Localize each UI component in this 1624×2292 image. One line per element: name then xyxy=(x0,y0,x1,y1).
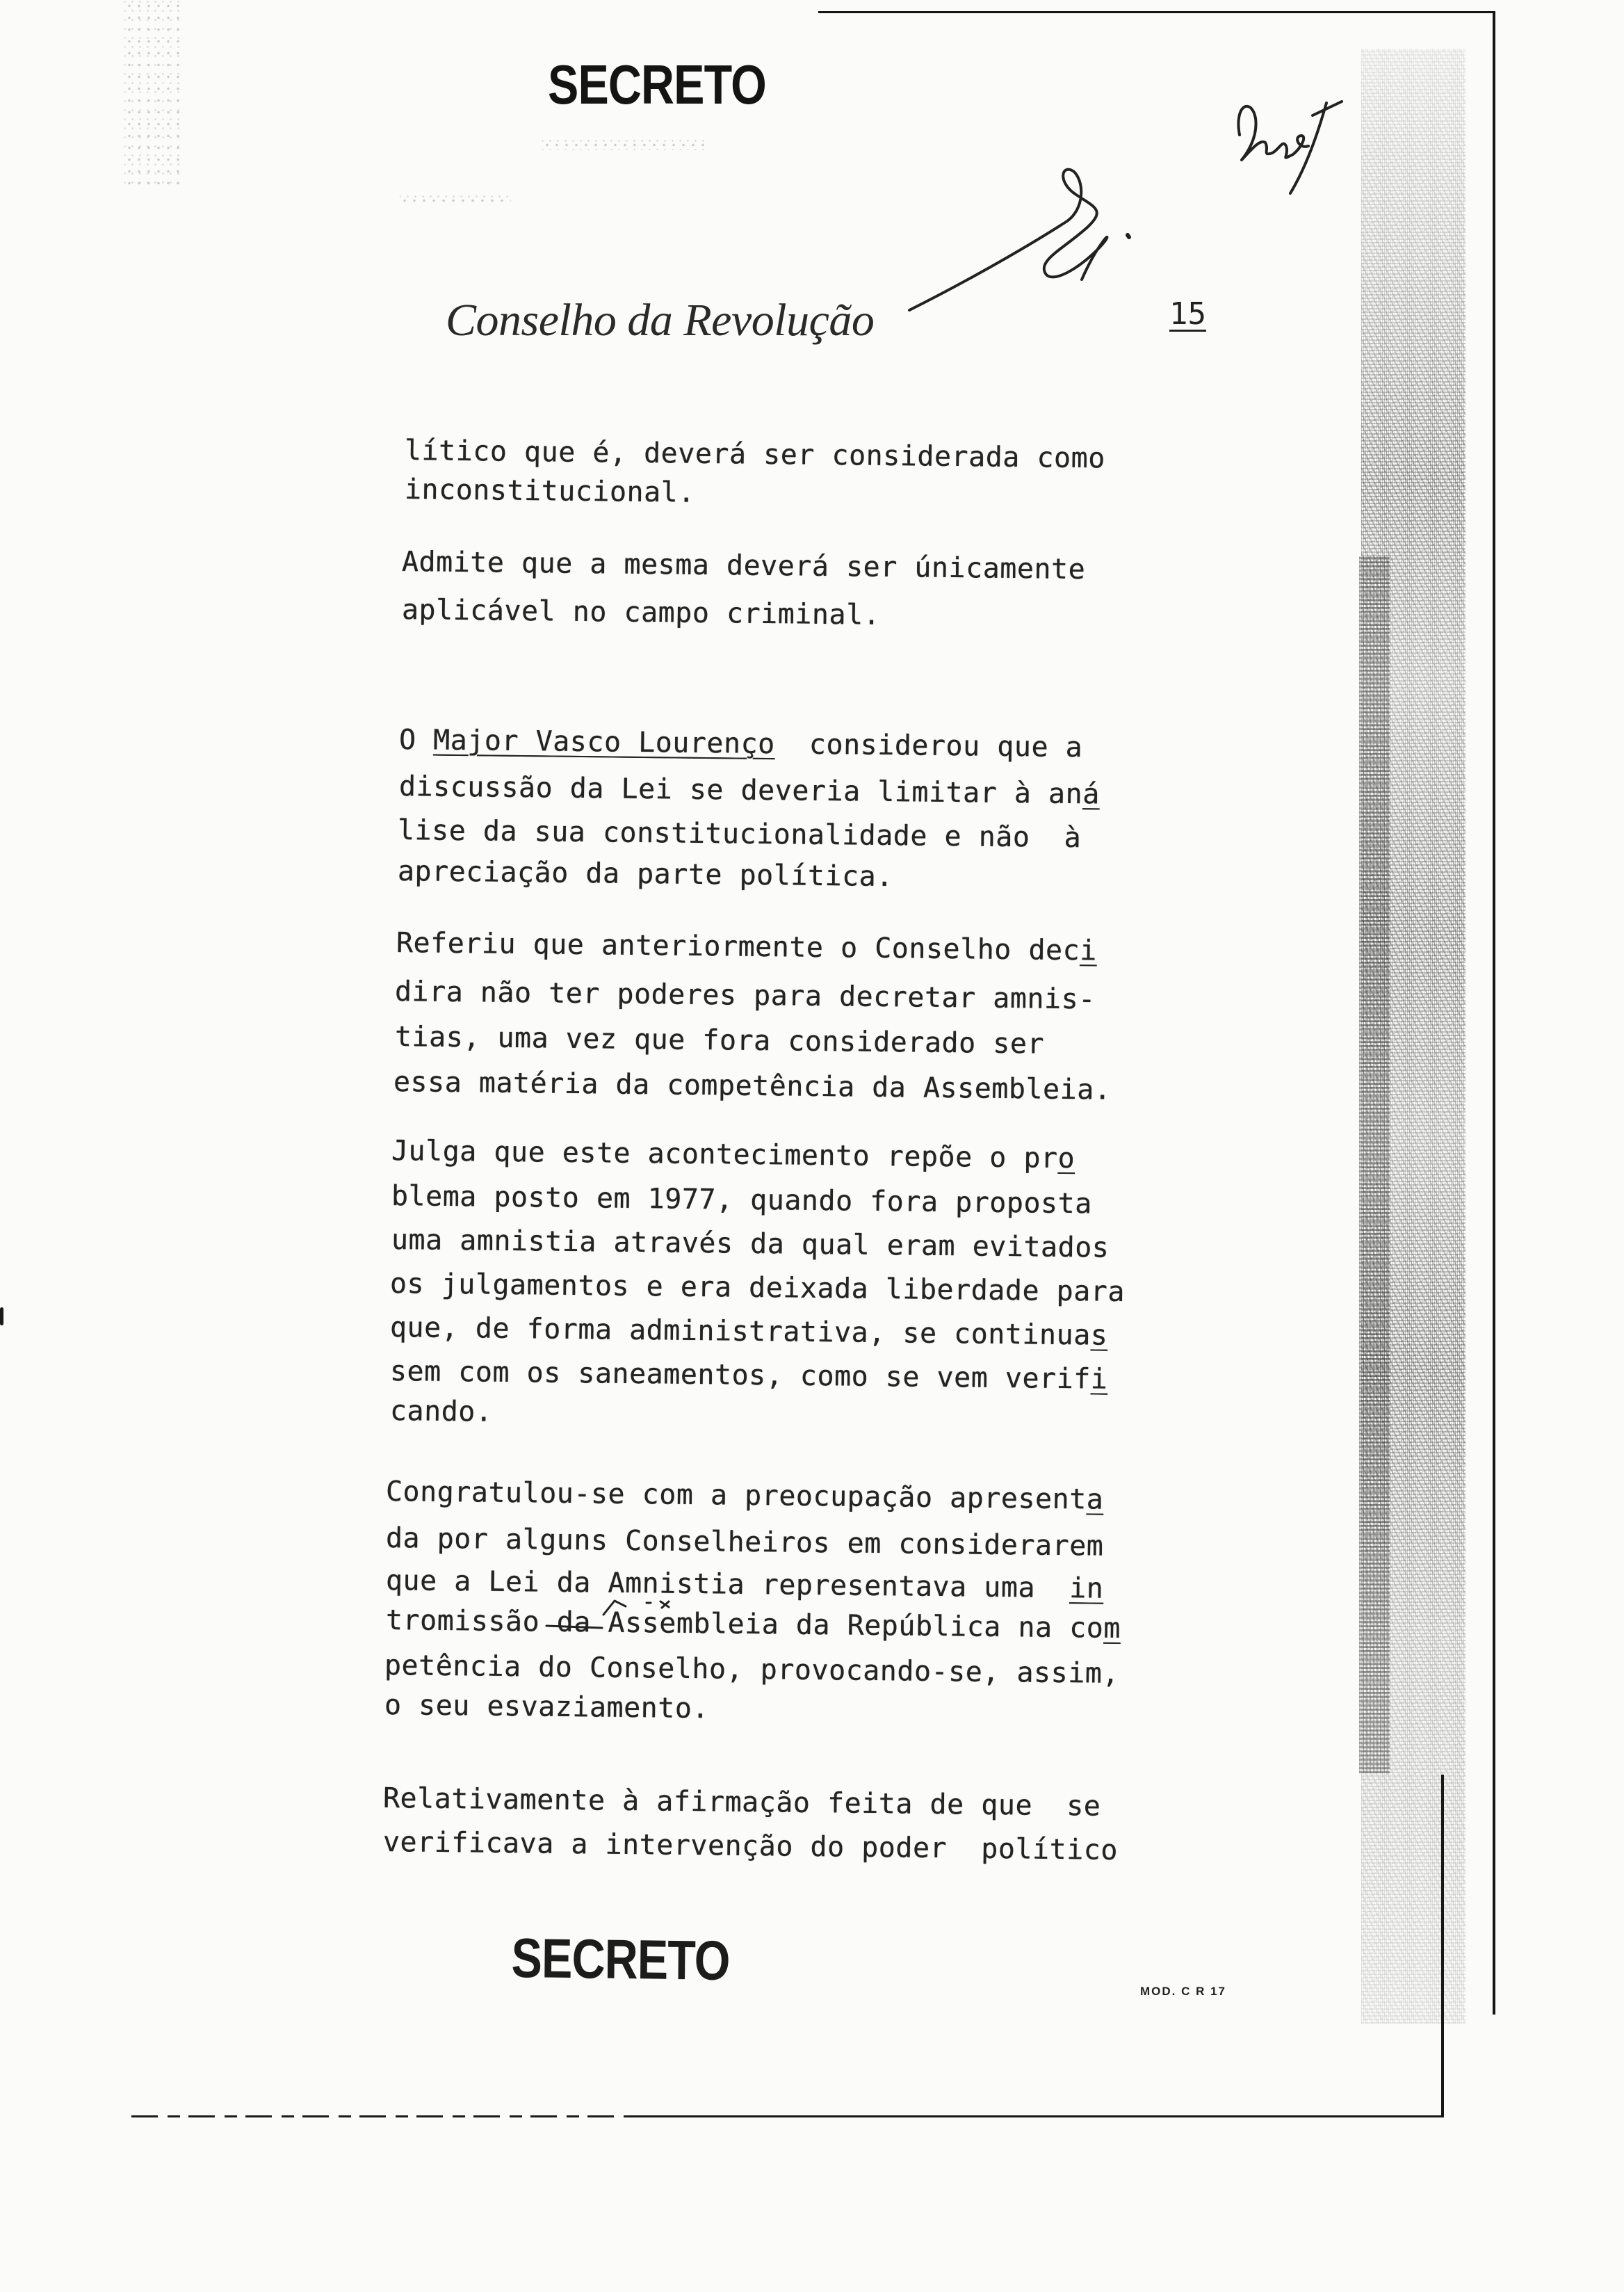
line-text: Referiu que anteriormente o Conselho dec xyxy=(396,927,1080,967)
hyphenation-mark: o xyxy=(1057,1142,1075,1175)
text-line xyxy=(390,1314,1108,1350)
line-text: os julgamentos e era deixada liberdade para xyxy=(389,1268,1126,1308)
line-text: tromissão da Assembleia da República na co xyxy=(385,1604,1104,1645)
secret-stamp-bottom: SECRETO xyxy=(511,1927,730,1992)
line-text: sem com os saneamentos, como se vem verif xyxy=(389,1355,1091,1396)
page-border-top xyxy=(818,11,1495,13)
text-line xyxy=(383,1828,1118,1864)
line-text: cando. xyxy=(389,1395,493,1428)
text-line xyxy=(402,596,881,629)
text-line xyxy=(386,1567,1104,1603)
page-border-right xyxy=(1493,12,1495,2015)
line-text: lítico que é, deverá ser considerada como xyxy=(404,435,1106,475)
text-line xyxy=(384,1689,710,1725)
text-line xyxy=(395,1023,1045,1058)
line-text: Julga que este acontecimento repõe o pr xyxy=(391,1135,1058,1175)
text-line xyxy=(384,1649,1120,1690)
secret-stamp-top: SECRETO xyxy=(548,54,766,115)
hyphenation-mark: in xyxy=(1069,1572,1104,1605)
hyphenation-mark: i xyxy=(1079,935,1098,967)
text-line xyxy=(394,976,1096,1016)
text-line xyxy=(386,1478,1104,1514)
scan-speckles xyxy=(400,195,511,204)
page-border-right-inner xyxy=(1441,1775,1444,2117)
hyphenation-mark: a xyxy=(1086,1483,1104,1516)
line-text: O xyxy=(398,724,434,757)
text-line xyxy=(390,1270,1125,1306)
page-number: 15 xyxy=(1169,296,1206,332)
line-text: apreciação da parte política. xyxy=(397,855,894,894)
line-text: inconstitucional. xyxy=(404,474,696,509)
text-line xyxy=(391,1226,1110,1262)
underlined-name: Major Vasco Lourenço xyxy=(432,724,776,761)
hyphenation-mark: m xyxy=(1103,1612,1121,1645)
line-text: petência do Conselho, provocando-se, assim, xyxy=(384,1649,1120,1690)
line-text: tias, uma vez que fora considerado ser xyxy=(394,1021,1045,1060)
text-line xyxy=(385,1522,1104,1563)
scan-edge-dark-band xyxy=(1359,556,1390,1773)
handwritten-dot xyxy=(1128,235,1129,237)
line-text: blema posto em 1977, quando fora proposta xyxy=(391,1180,1093,1220)
text-line xyxy=(398,724,1083,764)
scan-speckles xyxy=(124,0,183,190)
line-text: aplicável no campo criminal. xyxy=(401,594,881,631)
text-line xyxy=(391,1135,1075,1175)
text-line xyxy=(397,855,894,894)
line-text: que a Lei da Amnistia representava uma xyxy=(385,1565,1070,1605)
text-line xyxy=(405,476,695,507)
text-line xyxy=(383,1784,1101,1821)
text-line xyxy=(393,1068,1112,1104)
line-text: Admite que a mesma deverá ser únicamente xyxy=(401,546,1086,586)
hyphenation-mark: i xyxy=(1090,1363,1108,1396)
line-text: que, de forma administrativa, se continua xyxy=(389,1312,1091,1352)
page-border-bottom xyxy=(629,2115,1444,2117)
text-line xyxy=(390,1397,493,1426)
handwritten-check-mark xyxy=(909,170,1107,310)
line-text: dira não ter poderes para decretar amnis- xyxy=(394,976,1096,1016)
form-code: MOD. C R 17 xyxy=(1140,1985,1227,1998)
line-text: da por alguns Conselheiros em considerarem xyxy=(385,1522,1104,1563)
text-line xyxy=(386,1606,1121,1643)
edge-ink-mark xyxy=(0,1307,3,1325)
text-line xyxy=(396,929,1097,965)
text-line xyxy=(404,435,1106,475)
line-text: Relativamente à afirmação feita de que se xyxy=(382,1782,1101,1823)
line-text: discussão da Lei se deveria limitar à an xyxy=(398,770,1083,811)
text-line xyxy=(390,1357,1108,1394)
text-line xyxy=(401,546,1086,586)
text-line xyxy=(398,770,1101,811)
line-text: Congratulou-se com a preocupação apresent xyxy=(385,1476,1087,1516)
line-text: considerou que a xyxy=(774,728,1083,764)
letterhead-title: Conselho da Revolução xyxy=(446,295,875,346)
line-text: lise da sua constitucionalidade e não à xyxy=(397,814,1082,855)
hyphenation-mark: á xyxy=(1082,778,1101,811)
line-text: verificava a intervenção do poder político xyxy=(382,1826,1119,1866)
scan-speckles xyxy=(542,139,709,150)
page-border-bottom-dashed xyxy=(131,2115,629,2117)
hyphenation-mark: s xyxy=(1090,1319,1108,1352)
line-text: uma amnistia através da qual eram evitados xyxy=(391,1224,1110,1264)
line-text: essa matéria da competência da Assembleia. xyxy=(393,1066,1112,1106)
line-text: o seu esvaziamento. xyxy=(384,1689,710,1725)
text-line xyxy=(391,1182,1092,1218)
text-line xyxy=(397,814,1082,855)
signature xyxy=(1238,102,1342,193)
